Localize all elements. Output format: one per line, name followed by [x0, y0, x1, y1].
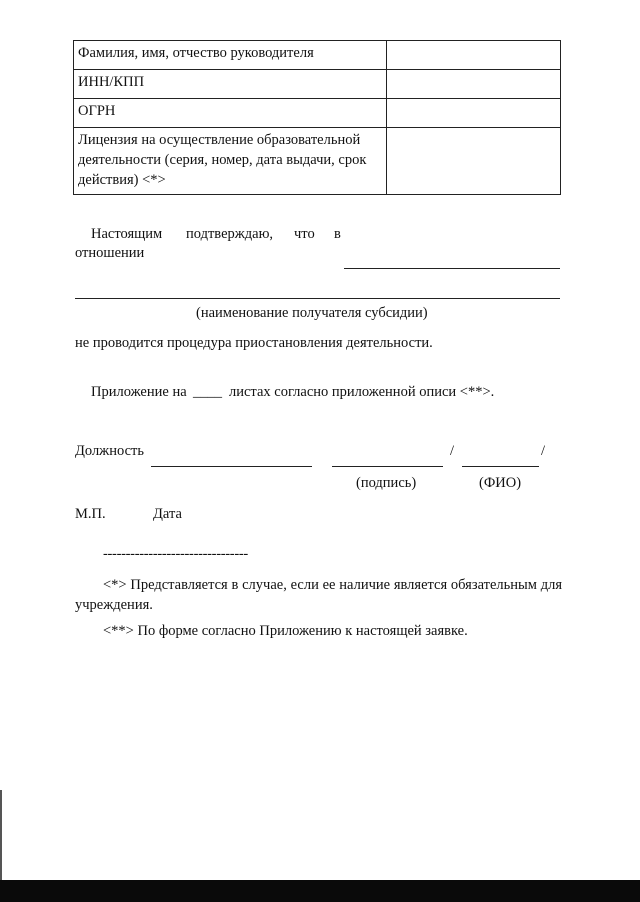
footnote-1: <*> Представляется в случае, если ее наличие является обязательным для учреждения. — [75, 577, 562, 613]
fio-blank-line — [462, 466, 539, 467]
recipient-blank-line-short — [344, 268, 560, 269]
signature-blank-line — [332, 466, 443, 467]
confirm-word-3: что — [294, 226, 315, 242]
footnote-divider: -------------------------------- — [103, 546, 248, 562]
table-row — [74, 128, 561, 195]
slash-separator: / — [541, 443, 546, 459]
confirm-word-5: отношении — [75, 245, 145, 261]
table-cell-label: ОГРН — [74, 99, 387, 128]
slash-separator: / — [450, 443, 455, 459]
table-cell-value — [387, 41, 561, 70]
scan-border-bar — [0, 880, 640, 902]
confirm-word-2: подтверждаю, — [186, 226, 274, 242]
signature-caption: (подпись) — [356, 475, 417, 491]
table-row — [74, 41, 561, 70]
applicant-info-table — [73, 40, 561, 195]
recipient-caption: (наименование получателя субсидии) — [196, 305, 428, 321]
attachment-prefix: Приложение на — [91, 384, 187, 400]
statement-text: не проводится процедура приостановления деятельности. — [75, 335, 433, 351]
table-cell-label: Фамилия, имя, отчество руководителя — [74, 41, 387, 70]
confirm-word-4: в — [334, 226, 341, 242]
confirm-word-1: Настоящим — [91, 226, 163, 242]
stamp-place-label: М.П. — [75, 506, 106, 522]
table-cell-value — [387, 128, 561, 195]
recipient-blank-line — [75, 298, 560, 299]
fio-caption: (ФИО) — [479, 475, 522, 491]
position-blank-line — [151, 466, 312, 467]
attachment-suffix: листах согласно приложенной описи <**>. — [229, 384, 495, 400]
table-cell-label: Лицензия на осуществление образовательной деятельности (серия, номер, дата выдачи, срок действия) <*> — [74, 128, 387, 195]
position-label: Должность — [75, 443, 144, 459]
footnote-2: <**> По форме согласно Приложению к настоящей заявке. — [103, 623, 468, 639]
attachment-blank: ____ — [193, 384, 222, 400]
date-label: Дата — [153, 506, 182, 522]
table-row — [74, 99, 561, 128]
table-cell-label: ИНН/КПП — [74, 70, 387, 99]
table-cell-value — [387, 99, 561, 128]
table-row — [74, 70, 561, 99]
table-cell-value — [387, 70, 561, 99]
scan-edge-mark — [0, 790, 2, 880]
